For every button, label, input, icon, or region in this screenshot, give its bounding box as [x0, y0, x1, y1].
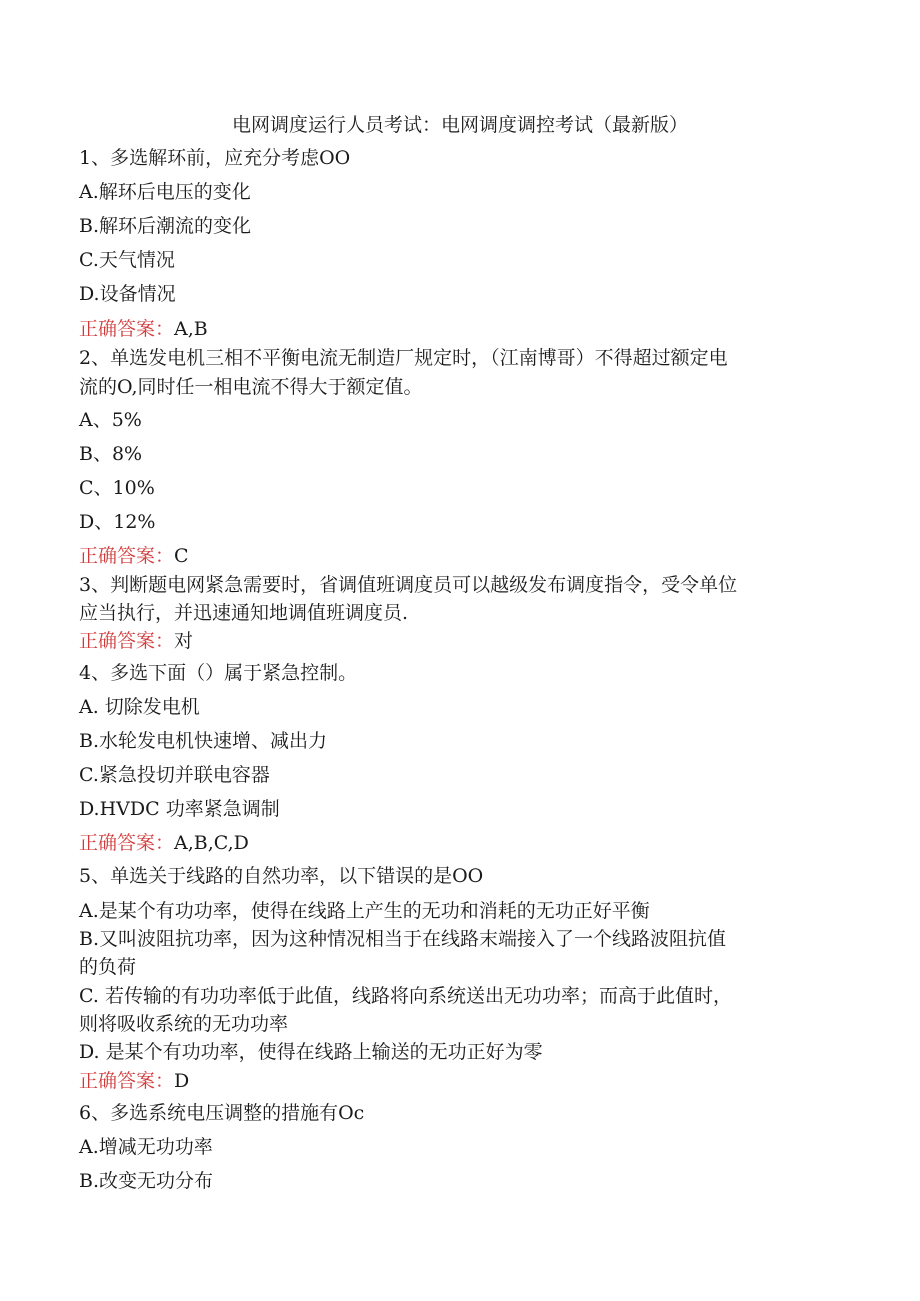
question-5-option-b-line-2: 的负荷: [79, 956, 137, 978]
answer-label: 正确答案：: [79, 1070, 175, 1092]
question-1-option-a: A.解环后电压的变化: [79, 181, 251, 203]
question-4-option-b: B.水轮发电机快速增、减出力: [79, 730, 328, 752]
question-2-option-b: B、8%: [79, 443, 143, 465]
question-1-option-c: C.天气情况: [79, 249, 175, 271]
answer-value: 对: [174, 630, 194, 652]
answer-value: D: [174, 1070, 190, 1092]
question-5-option-d: D. 是某个有功功率，使得在线路上输送的无功正好为零: [79, 1041, 543, 1063]
question-5-stem: 5、单选关于线路的自然功率，以下错误的是OO: [79, 865, 484, 887]
question-6-option-a: A.增减无功功率: [79, 1136, 213, 1158]
question-4-answer: [79, 831, 249, 855]
question-6-stem: 6、多选系统电压调整的措施有Oc: [79, 1102, 365, 1124]
answer-label: 正确答案：: [79, 318, 175, 340]
question-5-answer: [79, 1069, 189, 1093]
question-4-option-d: D.HVDC 功率紧急调制: [79, 798, 280, 820]
question-3-answer: [79, 629, 193, 653]
question-5-option-b-line-1: B.又叫波阻抗功率，因为这种情况相当于在线路末端接入了一个线路波阻抗值: [79, 928, 727, 950]
answer-label: 正确答案：: [79, 630, 175, 652]
question-4-stem: 4、多选下面（）属于紧急控制。: [79, 662, 358, 684]
question-2-option-d: D、12%: [79, 511, 156, 533]
question-6-option-b: B.改变无功分布: [79, 1170, 214, 1192]
question-3-stem-line-1: 3、判断题电网紧急需要时，省调值班调度员可以越级发布调度指令，受令单位: [79, 574, 738, 596]
question-3-stem-line-2: 应当执行，并迅速通知地调值班调度员.: [79, 602, 409, 624]
question-1-answer: [79, 317, 208, 341]
question-1-option-b: B.解环后潮流的变化: [79, 215, 252, 237]
question-2-stem-line-1: 2、单选发电机三相不平衡电流无制造厂规定时，（江南博哥）不得超过额定电: [79, 347, 728, 369]
question-1-option-d: D.设备情况: [79, 283, 176, 305]
question-4-option-a: A. 切除发电机: [79, 696, 200, 718]
question-5-option-c-line-1: C. 若传输的有功功率低于此值，线路将向系统送出无功功率；而高于此值时，: [79, 985, 732, 1007]
question-2-option-a: A、5%: [79, 409, 142, 431]
question-4-option-c: C.紧急投切并联电容器: [79, 764, 270, 786]
question-5-option-c-line-2: 则将吸收系统的无功功率: [79, 1013, 289, 1035]
document-title: 电网调度运行人员考试：电网调度调控考试（最新版）: [231, 114, 688, 136]
answer-label: 正确答案：: [79, 545, 175, 567]
question-2-answer: [79, 544, 189, 568]
answer-value: C: [174, 545, 189, 567]
question-5-option-a: A.是某个有功功率，使得在线路上产生的无功和消耗的无功正好平衡: [79, 900, 650, 922]
answer-value: A,B: [174, 318, 208, 340]
question-1-stem: 1、多选解环前，应充分考虑OO: [79, 147, 351, 169]
question-2-stem-line-2: 流的O,同时任一相电流不得大于额定值。: [79, 376, 423, 398]
question-2-option-c: C、10%: [79, 477, 155, 499]
answer-value: A,B,C,D: [174, 832, 249, 854]
answer-label: 正确答案：: [79, 832, 175, 854]
